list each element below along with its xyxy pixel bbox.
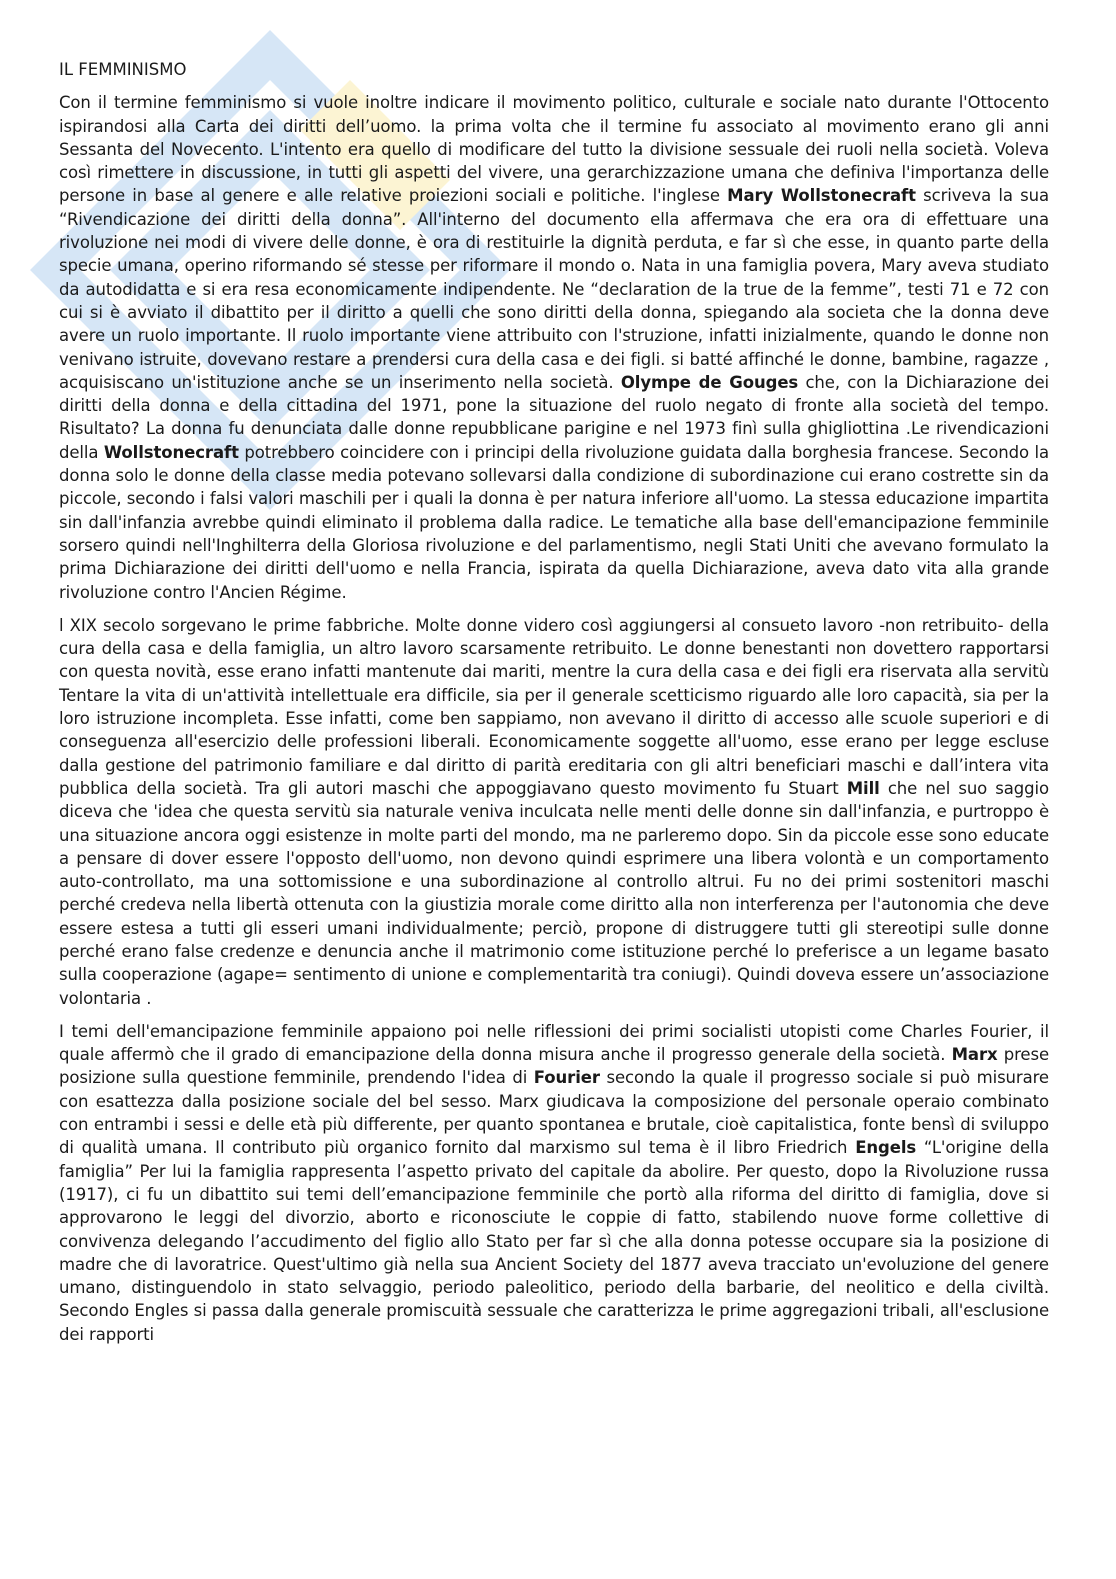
bold-name: Engels (855, 1138, 917, 1158)
text-run: prese posizione sulla questione femminile, prendendo l'idea di (59, 1045, 1049, 1088)
paragraph-1 (59, 91, 1049, 604)
text-run: “L'origine della famiglia” Per lui la famiglia rappresenta l’aspetto privato del capitale da abolire. Per questo, dopo la Rivoluzione russa (1917), ci fu un dibattito sui temi dell’emancipazione femminile che portò alla riforma del diritto di famiglia, dove si approvarono le leggi del divorzio, aborto e riconosciute le coppie di fatto, stabilendo nuove forme collettive di convivenza delegando l’accudimento del figlio allo Stato per far sì che alla donna potesse occupare sia la posizione di madre che di lavoratrice. Quest'ultimo già nella sua Ancient Society del 1877 aveva tracciato un'evoluzione del genere umano, distinguendolo in stato selvaggio, periodo paleolitico, periodo della barbarie, del neolitico e della civiltà. Secondo Engles si passa dalla generale promiscuità sessuale che caratterizza le prime aggregazioni tribali, all'esclusione dei rapporti (59, 1138, 1049, 1344)
text-run: Con il termine femminismo si vuole inoltre indicare il movimento politico, culturale e sociale nato durante l'Ottocento ispirandosi alla Carta dei diritti dell’uomo. la prima volta che il termine fu associato al movimento erano gli anni Sessanta del Novecento. L'intento era quello di modificare del tutto la divisione sessuale dei ruoli nella società. Voleva così rimettere in discussione, in tutti gli aspetti del vivere, una gerarchizzazione umana che definiva l'importanza delle persone in base al genere e alle relative proiezioni sociali e politiche. l'inglese (59, 93, 1049, 206)
bold-name: Mary Wollstonecraft (727, 186, 916, 206)
text-run: che nel suo saggio diceva che 'idea che questa servitù sia naturale veniva inculcata nelle menti delle donne sin dall'infanzia, e purtroppo è una situazione ancora oggi esistenze in molte parti del mondo, ma ne parleremo dopo. Sin da piccole esse sono educate a pensare di dover essere l'opposto dell'uomo, non devono quindi esprimere una libera volontà e un comportamento auto-controllato, ma una sottomissione e una subordinazione al controllo altrui. Fu no dei primi sostenitori maschi perché credeva nella libertà ottenuta con la giustizia morale come diritto alla non interferenza per l'autonomia che deve essere estesa a tutti gli esseri umani individualmente; perciò, propone di distruggere tutti gli stereotipi sulle donne perché erano false credenze e denuncia anche il matrimonio come istituzione perché lo preferisce a un legame basato sulla cooperazione (agape= sentimento di unione e complementarità tra coniugi). Quindi doveva essere un’associazione volontaria . (59, 778, 1050, 1008)
document-page (59, 58, 1049, 1356)
document-title: IL FEMMINISMO (59, 60, 187, 79)
text-run: potrebbero coincidere con i principi della rivoluzione guidata dalla borghesia francese. Secondo la donna solo le donne della classe media potevano sollevarsi dalla condizione di subordinazione cui erano costrette sin da piccole, secondo i falsi valori maschili per i quali la donna è per natura inferiore all'uomo. La stessa educazione impartita sin dall'infanzia avrebbe quindi eliminato il problema dalla radice. Le tematiche alla base dell'emancipazione femminile sorsero quindi nell'Inghilterra della Gloriosa rivoluzione e del parlamentismo, negli Stati Uniti che avevano formulato la prima Dichiarazione dei diritti dell'uomo e nella Francia, ispirata da quella Dichiarazione, aveva dato vita alla grande rivoluzione contro l'Ancien Régime. (59, 442, 1050, 602)
bold-name: Wollstonecraft (103, 442, 239, 462)
bold-name: Fourier (533, 1068, 600, 1088)
text-run: I temi dell'emancipazione femminile appaiono poi nelle riflessioni dei primi socialisti utopisti come Charles Fourier, il quale affermò che il grado di emancipazione della donna misura anche il progresso generale della società. (59, 1021, 1049, 1065)
text-run: scriveva la sua “Rivendicazione dei diritti della donna”. All'interno del documento ella affermava che era ora di effettuare una rivoluzione nei modi di vivere delle donne, è ora di restituirle la dignità perduta, e far sì che esse, in quanto parte della specie umana, operino riformando sé stesse per riformare il mondo o. Nata in una famiglia povera, Mary aveva studiato da autodidatta e si era resa economicamente indipendente. Ne “declaration de la true de la femme”, testi 71 e 72 con cui si è avviato il dibattito per il diritto a quelli che sono diritti della donna, spiegando ala societa che la donna deve avere un ruolo importante. Il ruolo importante viene attribuito con l'struzione, infatti inizialmente, quando le donne non venivano istruite, dovevano restare a prendersi cura della casa e dei figli. si batté affinché le donne, bambine, ragazze , acquisiscano un'istituzione anche se un inserimento nella società. (59, 186, 1049, 392)
bold-name: Olympe de Gouges (620, 372, 799, 392)
text-run: l XIX secolo sorgevano le prime fabbriche. Molte donne videro così aggiungersi al consueto lavoro -non retribuito- della cura della casa e della famiglia, un altro lavoro scarsamente retribuito. Le donne benestanti non dovettero rapportarsi con questa novità, esse erano infatti mantenute dai mariti, mentre la cura della casa e dei figli era riservata alla servitù Tentare la vita di un'attività intellettuale era difficile, sia per il generale scetticismo riguardo alle loro capacità, sia per la loro istruzione incompleta. Esse infatti, come ben sappiamo, non avevano il diritto di accesso alle scuole superiori e di conseguenza all'esercizio delle professioni liberali. Economicamente soggette all'uomo, esse erano per legge escluse dalla gestione del patrimonio familiare e dal diritto di parità ereditaria con gli altri beneficiari maschi e dall’intera vita pubblica della società. Tra gli autori maschi che appoggiavano questo movimento fu Stuart (59, 615, 1049, 798)
bold-name: Mill (846, 778, 880, 798)
text-run: che, con la Dichiarazione dei diritti della donna e della cittadina del 1971, pone la situazione del ruolo negato di fronte alla società del tempo. Risultato? La donna fu denunciata dalle donne repubblicane parigine e nel 1973 finì sulla ghigliottina .Le rivendicazioni della (59, 372, 1049, 462)
paragraph-3 (59, 1020, 1049, 1346)
paragraph-2 (59, 614, 1049, 1010)
text-run: secondo la quale il progresso sociale si può misurare con esattezza dalla posizione sociale del bel sesso. Marx giudicava la composizione del personale operaio combinato con entrambi i sessi e delle età più differente, per quanto spontanea e brutale, cioè capitalistica, fonte bensì di sviluppo di qualità umana. Il contributo più organico fornito dal marxismo sul tema è il libro Friedrich (59, 1068, 1049, 1158)
bold-name: Marx (951, 1045, 998, 1065)
